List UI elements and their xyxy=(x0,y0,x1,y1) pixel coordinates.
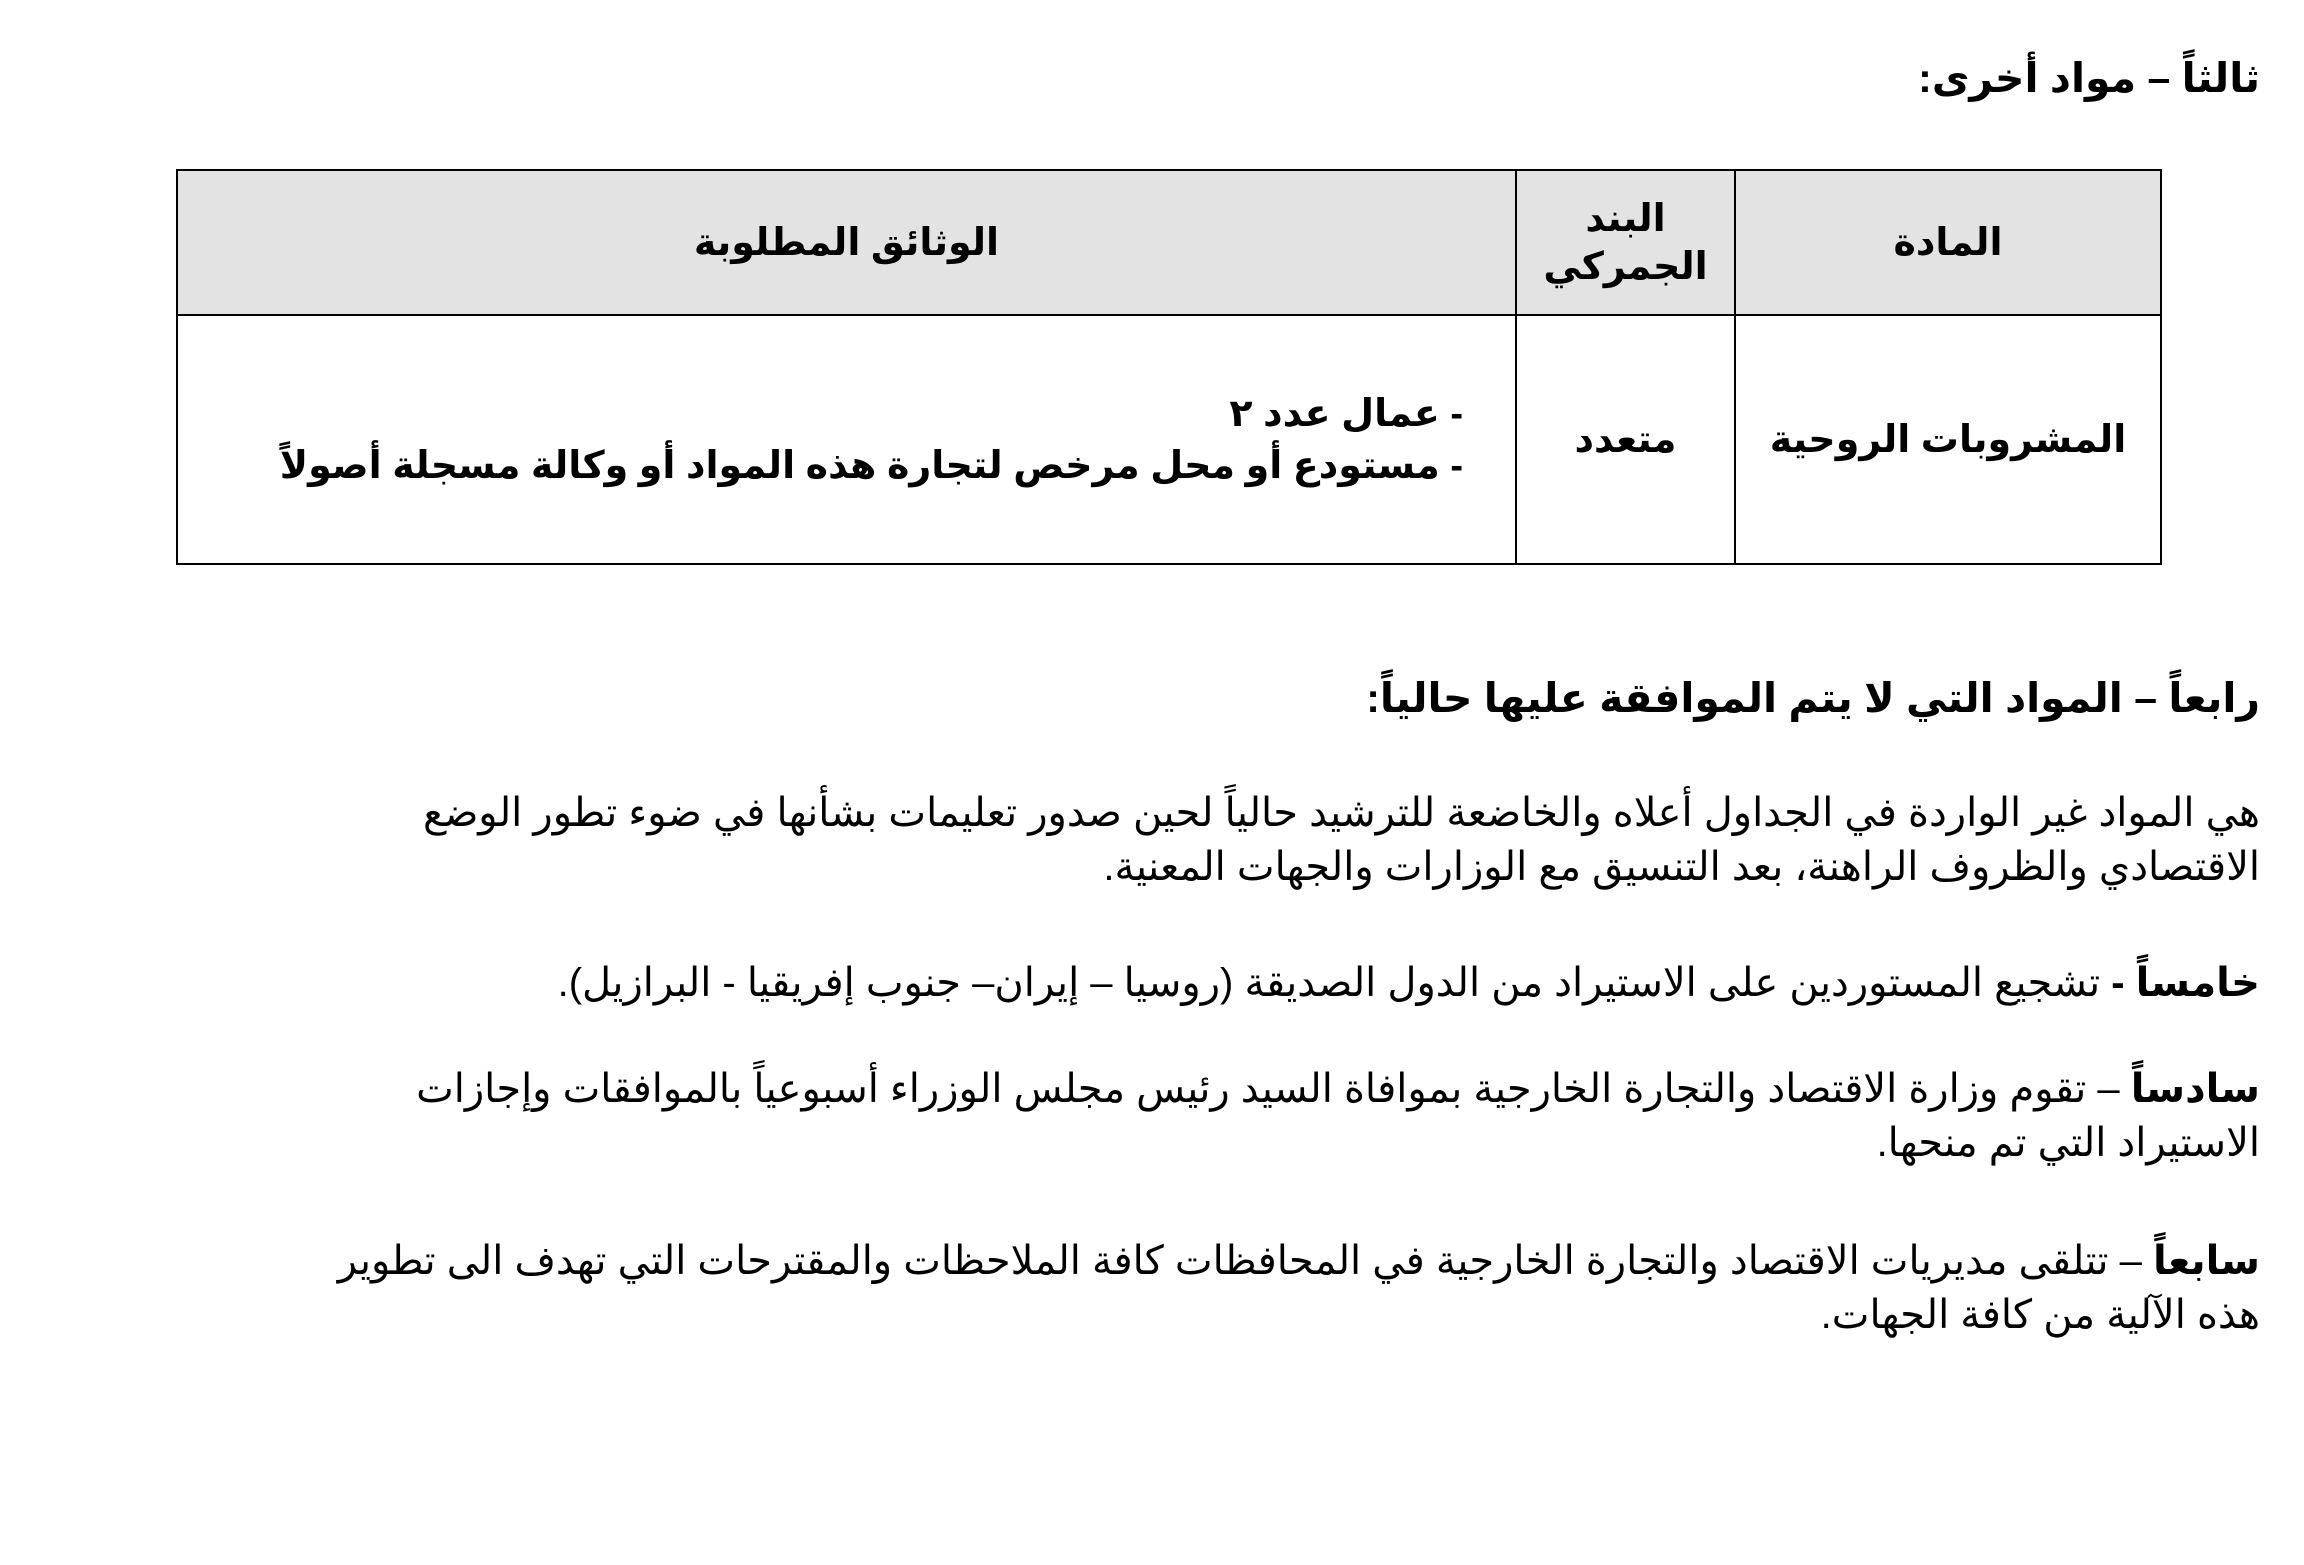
materials-table xyxy=(176,169,2162,565)
header-tariff-line2: الجمركي xyxy=(1543,245,1708,288)
document-item: - عمال عدد ٢ xyxy=(1229,392,1463,435)
header-material: المادة xyxy=(1735,170,2161,315)
section-fifth-label: خامساً - xyxy=(2111,961,2260,1005)
section-sixth-text: – تقوم وزارة الاقتصاد والتجارة الخارجية بموافاة السيد رئيس مجلس الوزراء أسبوعياً بالموافقات وإجازات xyxy=(416,1067,2131,1111)
paragraph-line: هذه الآلية من كافة الجهات. xyxy=(1820,1293,2260,1337)
table-row xyxy=(177,315,2161,564)
paragraph-line: الاقتصادي والظروف الراهنة، بعد التنسيق مع الوزارات والجهات المعنية. xyxy=(1103,845,2260,889)
paragraph-line xyxy=(416,1062,2260,1116)
table-header-row xyxy=(177,170,2161,315)
section-fourth-paragraph xyxy=(423,786,2260,894)
section-sixth-paragraph xyxy=(416,1062,2260,1170)
document-item: - مستودع أو محل مرخص لتجارة هذه المواد أو وكالة مسجلة أصولاً xyxy=(279,444,1463,487)
header-tariff xyxy=(1516,170,1735,315)
cell-tariff: متعدد xyxy=(1516,315,1735,564)
paragraph-line: الاستيراد التي تم منحها. xyxy=(1876,1121,2260,1165)
section-fifth-paragraph xyxy=(558,956,2260,1010)
section-fifth-text: تشجيع المستوردين على الاستيراد من الدول الصديقة (روسيا – إيران– جنوب إفريقيا - البرازيل). xyxy=(557,961,2112,1005)
paragraph-line xyxy=(338,1234,2260,1288)
section-seventh-text: – تتلقى مديريات الاقتصاد والتجارة الخارجية في المحافظات كافة الملاحظات والمقترحات التي تهدف الى تطوير xyxy=(337,1239,2154,1283)
section-third-heading: ثالثاً – مواد أخرى: xyxy=(1918,55,2260,101)
header-tariff-line1: البند xyxy=(1585,197,1666,240)
section-seventh-paragraph xyxy=(338,1234,2260,1342)
paragraph-line xyxy=(558,956,2260,1010)
paragraph-line: هي المواد غير الواردة في الجداول أعلاه والخاضعة للترشيد حالياً لحين صدور تعليمات بشأنها في ضوء تطور الوضع xyxy=(423,791,2260,835)
section-sixth-label: سادساً xyxy=(2130,1067,2260,1111)
section-seventh-label: سابعاً xyxy=(2153,1239,2260,1283)
cell-material: المشروبات الروحية xyxy=(1735,315,2161,564)
cell-documents xyxy=(177,315,1516,564)
header-documents: الوثائق المطلوبة xyxy=(177,170,1516,315)
section-fourth-heading: رابعاً – المواد التي لا يتم الموافقة عليها حالياً: xyxy=(1366,675,2260,721)
